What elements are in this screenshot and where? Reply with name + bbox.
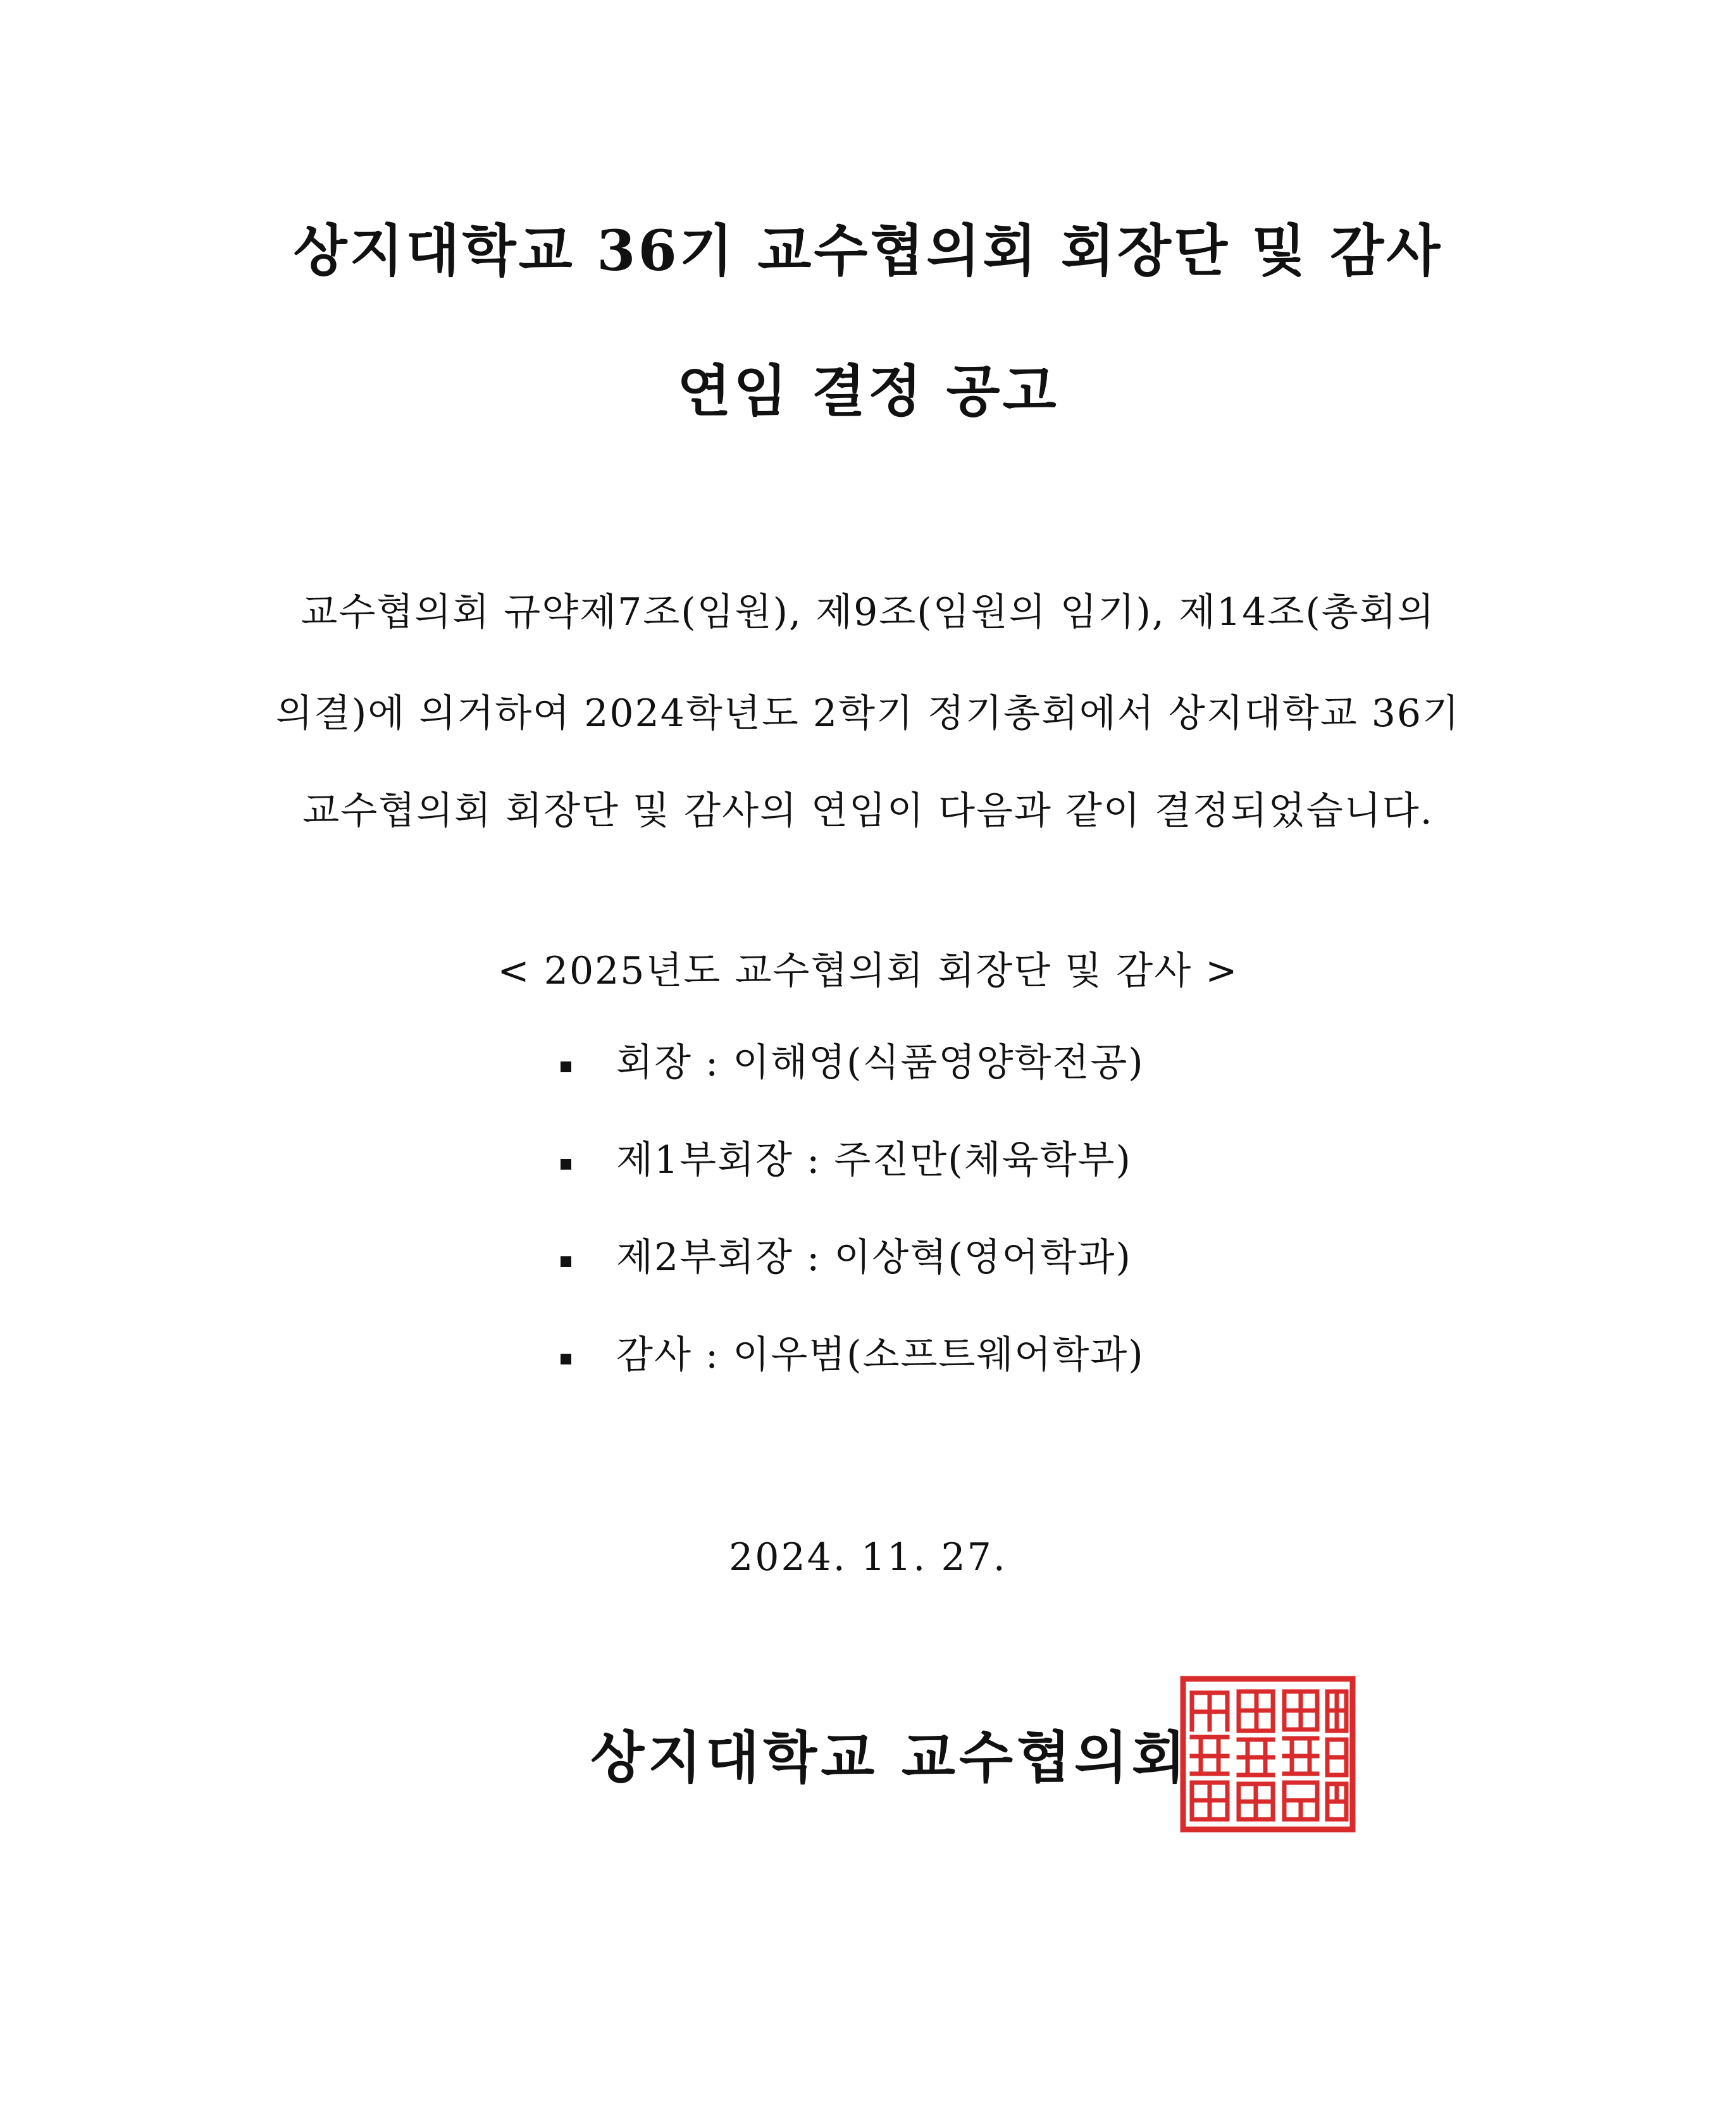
notice-body-line-1: 교수협의회 규약제7조(임원), 제9조(임원의 임기), 제14조(총회의 <box>301 590 1435 634</box>
notice-body-line-2: 의결)에 의거하여 2024학년도 2학기 정기총회에서 상지대학교 36기 <box>275 691 1461 736</box>
notice-date: 2024. 11. 27. <box>729 1535 1007 1580</box>
officer-text: 감사 : 이우범(소프트웨어학과) <box>616 1333 1144 1377</box>
square-bullet-icon <box>561 1159 571 1170</box>
issuer-signature: 상지대학교 교수협의회 <box>590 1724 1189 1790</box>
notice-title-line-1: 상지대학교 36기 교수협의회 회장단 및 감사 <box>293 218 1443 283</box>
notice-title-line-2: 연임 결정 공고 <box>677 358 1059 424</box>
officer-text: 제1부회장 : 주진만(체육학부) <box>616 1138 1132 1182</box>
square-bullet-icon <box>561 1354 571 1364</box>
square-bullet-icon <box>561 1256 571 1267</box>
officers-section-heading: < 2025년도 교수협의회 회장단 및 감사 > <box>497 949 1239 993</box>
square-bullet-icon <box>561 1061 571 1072</box>
officer-text: 회장 : 이해영(식품영양학전공) <box>616 1041 1144 1085</box>
officer-text: 제2부회장 : 이상혁(영어학과) <box>616 1235 1132 1280</box>
official-seal-icon <box>1178 1674 1358 1834</box>
notice-body-line-3: 교수협의회 회장단 및 감사의 연임이 다음과 같이 결정되었습니다. <box>302 789 1434 833</box>
